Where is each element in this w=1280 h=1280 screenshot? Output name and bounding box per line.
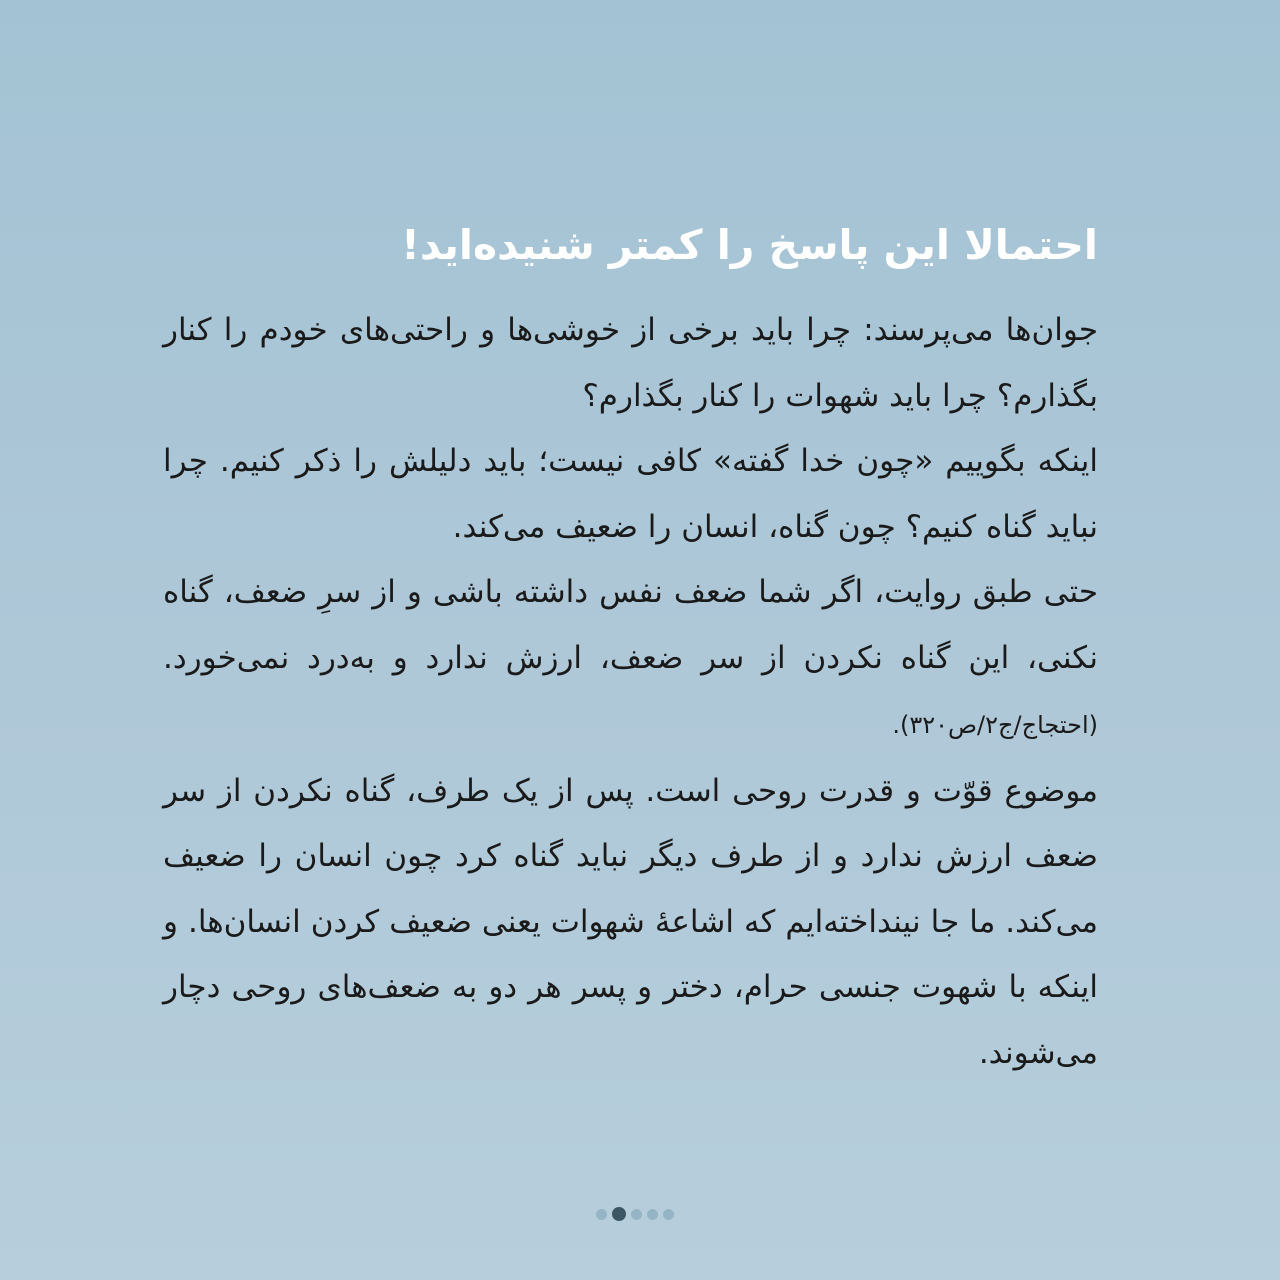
citation-reference: (احتجاج/ج۲/ص۳۲۰). — [892, 711, 1098, 739]
slide-title: احتمالا این پاسخ را کمتر شنیده‌اید! — [401, 221, 1098, 269]
pagination-dot-2-active[interactable] — [612, 1207, 626, 1221]
carousel-pagination — [596, 1207, 674, 1221]
pagination-dot-3[interactable] — [631, 1209, 642, 1220]
paragraph-1: جوان‌ها می‌پرسند: چرا باید برخی از خوشی‌ها و راحتی‌های خودم را کنار بگذارم؟ چرا باید شهوات را کنار بگذارم؟ — [163, 312, 1098, 414]
pagination-dot-1[interactable] — [596, 1209, 607, 1220]
slide-content — [163, 210, 1098, 1086]
paragraph-3-text: حتی طبق روایت، اگر شما ضعف نفس داشته باشی و از سرِ ضعف، گناه نکنی، این گناه نکردن از سر ضعف، ارزش ندارد و به‌درد نمی‌خورد. — [163, 574, 1098, 676]
paragraph-4: موضوع قوّت و قدرت روحی است. پس از یک طرف، گناه نکردن از سر ضعف ارزش ندارد و از طرف دیگر نباید گناه کرد چون انسان را ضعیف می‌کند. ما جا نینداخته‌ایم که اشاعۀ شهوات یعنی ضعیف کردن انسان‌ها. و اینکه با شهوت جنسی حرام، دختر و پسر هر دو به ضعف‌های روحی دچار می‌شوند. — [163, 772, 1098, 1071]
paragraph-3 — [163, 560, 1098, 759]
slide-body — [163, 298, 1098, 1086]
paragraph-2: اینکه بگوییم «چون خدا گفته» کافی نیست؛ باید دلیلش را ذکر کنیم. چرا نباید گناه کنیم؟ چون گناه، انسان را ضعیف می‌کند. — [163, 443, 1098, 545]
pagination-dot-4[interactable] — [647, 1209, 658, 1220]
pagination-dot-5[interactable] — [663, 1209, 674, 1220]
